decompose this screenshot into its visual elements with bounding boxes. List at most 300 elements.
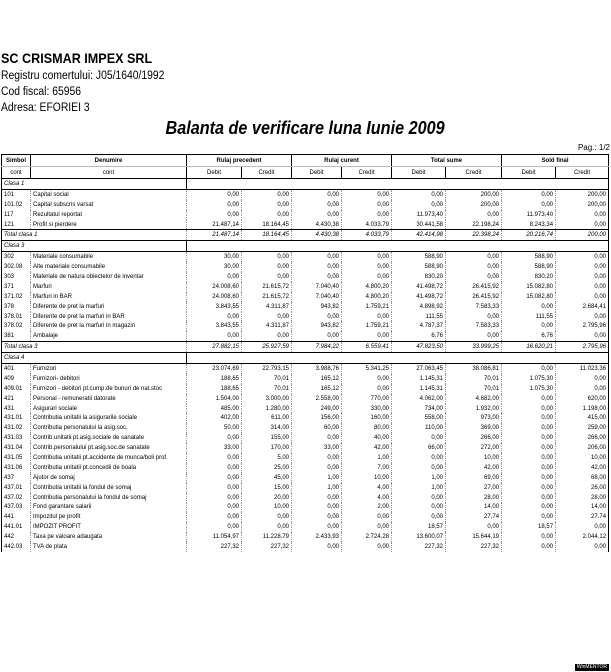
- amount-cell: 272,00: [446, 443, 502, 453]
- amount-cell: 70,01: [446, 384, 502, 394]
- account-symbol: 378.01: [2, 312, 31, 322]
- account-symbol: 121: [2, 220, 31, 230]
- account-symbol: 431.03: [2, 433, 31, 443]
- account-symbol: 421: [2, 394, 31, 404]
- account-symbol: 437.02: [2, 493, 31, 503]
- subheader-cell: Credit: [556, 167, 609, 179]
- table-row: [2, 542, 609, 552]
- amount-cell: 830,20: [392, 272, 446, 282]
- amount-cell: 42,00: [446, 463, 502, 473]
- account-name: Contributia unitatii pt.accidente de munca/boli prof.: [31, 453, 187, 463]
- account-name: Asigurari sociale: [31, 404, 187, 414]
- amount-cell: 60,00: [292, 423, 342, 433]
- amount-cell: 42.414,98: [392, 230, 446, 241]
- subheader-cell: Credit: [342, 167, 392, 179]
- empty-cell: [502, 241, 556, 252]
- amount-cell: 0,00: [446, 262, 502, 272]
- empty-cell: [242, 179, 292, 190]
- amount-cell: 200,00: [556, 189, 609, 199]
- amount-cell: 0,00: [342, 272, 392, 282]
- amount-cell: 0,00: [292, 463, 342, 473]
- amount-cell: 0,00: [292, 210, 342, 220]
- amount-cell: 0,00: [242, 210, 292, 220]
- amount-cell: 4.033,79: [342, 220, 392, 230]
- amount-cell: 4,00: [342, 493, 392, 503]
- amount-cell: 588,90: [392, 262, 446, 272]
- table-body: [2, 179, 609, 552]
- amount-cell: 0,00: [342, 522, 392, 532]
- amount-cell: 0,00: [292, 331, 342, 341]
- table-row: [2, 413, 609, 423]
- amount-cell: 2.795,96: [556, 321, 609, 331]
- empty-cell: [292, 353, 342, 364]
- amount-cell: 266,00: [446, 433, 502, 443]
- amount-cell: 0,00: [556, 312, 609, 322]
- amount-cell: 66,00: [392, 443, 446, 453]
- amount-cell: 5,00: [242, 453, 292, 463]
- amount-cell: 0,00: [187, 473, 242, 483]
- account-symbol: 431.06: [2, 463, 31, 473]
- amount-cell: 200,00: [446, 189, 502, 199]
- amount-cell: 23.074,69: [187, 364, 242, 374]
- account-name: Diferente de pret la marfuri in magazin: [31, 321, 187, 331]
- amount-cell: 11.973,40: [392, 210, 446, 220]
- amount-cell: 0,00: [342, 542, 392, 552]
- table-row: [2, 282, 609, 292]
- amount-cell: 2.044,12: [556, 532, 609, 542]
- amount-cell: 0,00: [187, 493, 242, 503]
- amount-cell: 42,00: [556, 463, 609, 473]
- amount-cell: 206,00: [556, 443, 609, 453]
- header-row-1: [2, 155, 609, 167]
- amount-cell: 0,00: [502, 463, 556, 473]
- amount-cell: 0,00: [502, 404, 556, 414]
- amount-cell: 28,00: [556, 493, 609, 503]
- account-name: Contributia unitatii la asigurarile sociale: [31, 413, 187, 423]
- amount-cell: 0,00: [292, 189, 342, 199]
- amount-cell: 7.040,40: [292, 292, 342, 302]
- account-name: Fond garantare salarii: [31, 503, 187, 513]
- amount-cell: 0,00: [342, 312, 392, 322]
- amount-cell: 41.498,72: [392, 282, 446, 292]
- account-symbol: 101: [2, 189, 31, 199]
- amount-cell: 18.164,45: [242, 220, 292, 230]
- amount-cell: 28,00: [446, 493, 502, 503]
- amount-cell: 0,00: [292, 312, 342, 322]
- table-row: [2, 522, 609, 532]
- account-symbol: 437: [2, 473, 31, 483]
- amount-cell: 0,00: [392, 493, 446, 503]
- amount-cell: 0,00: [187, 331, 242, 341]
- amount-cell: 0,00: [292, 433, 342, 443]
- amount-cell: 588,90: [502, 262, 556, 272]
- amount-cell: 11.054,97: [187, 532, 242, 542]
- amount-cell: 0,00: [502, 394, 556, 404]
- amount-cell: 0,00: [556, 374, 609, 384]
- amount-cell: 5.341,25: [342, 364, 392, 374]
- amount-cell: 0,00: [502, 542, 556, 552]
- amount-cell: 25,00: [242, 463, 292, 473]
- amount-cell: 3.843,55: [187, 321, 242, 331]
- amount-cell: 943,82: [292, 321, 342, 331]
- header-total-sume: Total sume: [392, 155, 502, 167]
- amount-cell: 0,00: [446, 522, 502, 532]
- amount-cell: 0,00: [556, 262, 609, 272]
- account-symbol: 401: [2, 364, 31, 374]
- amount-cell: 1.198,00: [556, 404, 609, 414]
- amount-cell: 4.430,38: [292, 220, 342, 230]
- amount-cell: 0,00: [342, 374, 392, 384]
- amount-cell: 0,00: [292, 453, 342, 463]
- amount-cell: 0,00: [502, 321, 556, 331]
- amount-cell: 4.033,79: [342, 230, 392, 241]
- amount-cell: 21.615,72: [242, 282, 292, 292]
- table-row: [2, 292, 609, 302]
- account-name: Personal - remuneratii datorate: [31, 394, 187, 404]
- amount-cell: 20.216,74: [502, 230, 556, 241]
- amount-cell: 7,00: [342, 463, 392, 473]
- amount-cell: 30,00: [187, 252, 242, 262]
- amount-cell: 21.487,14: [187, 220, 242, 230]
- amount-cell: 0,00: [242, 312, 292, 322]
- account-name: Taxa pe valoare adaugata: [31, 532, 187, 542]
- amount-cell: 611,00: [242, 413, 292, 423]
- amount-cell: 0,00: [242, 512, 292, 522]
- amount-cell: 14,00: [446, 503, 502, 513]
- table-row: [2, 331, 609, 341]
- empty-cell: [502, 179, 556, 190]
- account-symbol: 371: [2, 282, 31, 292]
- amount-cell: 21.615,72: [242, 292, 292, 302]
- amount-cell: 1.075,30: [502, 374, 556, 384]
- account-name: Ajutor de somaj: [31, 473, 187, 483]
- amount-cell: 0,00: [502, 483, 556, 493]
- trial-balance-table: [1, 154, 609, 552]
- account-symbol: 378: [2, 302, 31, 312]
- subheader-cell: Debit: [292, 167, 342, 179]
- amount-cell: 620,00: [556, 394, 609, 404]
- empty-cell: [342, 353, 392, 364]
- amount-cell: 0,00: [342, 331, 392, 341]
- amount-cell: 165,12: [292, 374, 342, 384]
- amount-cell: 0,00: [502, 443, 556, 453]
- amount-cell: 15.082,80: [502, 292, 556, 302]
- amount-cell: 1,00: [342, 453, 392, 463]
- amount-cell: 16.620,21: [502, 342, 556, 353]
- amount-cell: 0,00: [342, 384, 392, 394]
- amount-cell: 188,65: [187, 384, 242, 394]
- amount-cell: 266,00: [556, 433, 609, 443]
- amount-cell: 415,00: [556, 413, 609, 423]
- amount-cell: 330,00: [342, 404, 392, 414]
- amount-cell: 0,00: [292, 200, 342, 210]
- amount-cell: 24.008,60: [187, 292, 242, 302]
- amount-cell: 21.487,14: [187, 230, 242, 241]
- account-name: Capital social: [31, 189, 187, 199]
- amount-cell: 155,00: [242, 433, 292, 443]
- amount-cell: 734,00: [392, 404, 446, 414]
- amount-cell: 11.023,36: [556, 364, 609, 374]
- amount-cell: 0,00: [187, 189, 242, 199]
- amount-cell: 1.759,21: [342, 321, 392, 331]
- amount-cell: 27,74: [446, 512, 502, 522]
- amount-cell: 4.311,87: [242, 302, 292, 312]
- amount-cell: 1,00: [292, 483, 342, 493]
- account-symbol: 302.08: [2, 262, 31, 272]
- table-row: [2, 404, 609, 414]
- account-symbol: 431.02: [2, 423, 31, 433]
- account-name: Contributia personalului la asig.soc.: [31, 423, 187, 433]
- class-row: [2, 241, 609, 252]
- amount-cell: 0,00: [342, 189, 392, 199]
- subheader-cell: Credit: [242, 167, 292, 179]
- amount-cell: 1,00: [392, 483, 446, 493]
- amount-cell: 0,00: [446, 331, 502, 341]
- amount-cell: 3.843,55: [187, 302, 242, 312]
- account-symbol: Total clasa 3: [2, 342, 187, 353]
- header-row-2: [2, 167, 609, 179]
- account-name: Rezultatul reportat: [31, 210, 187, 220]
- empty-cell: [556, 179, 609, 190]
- amount-cell: 0,00: [502, 200, 556, 210]
- table-row: [2, 200, 609, 210]
- amount-cell: 22.398,24: [446, 230, 502, 241]
- amount-cell: 0,00: [292, 262, 342, 272]
- amount-cell: 42,00: [342, 443, 392, 453]
- total-row: [2, 230, 609, 241]
- amount-cell: 10,00: [446, 453, 502, 463]
- class-row: [2, 353, 609, 364]
- amount-cell: 0,00: [556, 292, 609, 302]
- account-symbol: 303: [2, 272, 31, 282]
- table-row: [2, 453, 609, 463]
- amount-cell: 0,00: [446, 312, 502, 322]
- amount-cell: 4.787,37: [392, 321, 446, 331]
- amount-cell: 0,00: [392, 512, 446, 522]
- amount-cell: 0,00: [187, 210, 242, 220]
- empty-cell: [187, 353, 242, 364]
- table-row: [2, 312, 609, 322]
- amount-cell: 18,57: [502, 522, 556, 532]
- amount-cell: 0,00: [502, 503, 556, 513]
- amount-cell: 588,90: [392, 252, 446, 262]
- amount-cell: 1.145,31: [392, 374, 446, 384]
- table-row: [2, 252, 609, 262]
- amount-cell: 0,00: [502, 423, 556, 433]
- amount-cell: 15,00: [242, 483, 292, 493]
- account-name: Diferente de pret la marfuri in BAR: [31, 312, 187, 322]
- account-name: Diferente de pret la marfuri: [31, 302, 187, 312]
- amount-cell: 0,00: [242, 522, 292, 532]
- account-symbol: 431: [2, 404, 31, 414]
- amount-cell: 0,00: [292, 503, 342, 513]
- company-fiscal-code: Cod fiscal: 65956: [1, 86, 81, 98]
- amount-cell: 830,20: [502, 272, 556, 282]
- account-symbol: 101.02: [2, 200, 31, 210]
- amount-cell: 1.280,00: [242, 404, 292, 414]
- empty-cell: [187, 241, 242, 252]
- account-name: Materiale de natura obiectelor de inventar: [31, 272, 187, 282]
- amount-cell: 943,82: [292, 302, 342, 312]
- account-symbol: 442: [2, 532, 31, 542]
- table-row: [2, 189, 609, 199]
- amount-cell: 0,00: [342, 262, 392, 272]
- amount-cell: 0,00: [502, 189, 556, 199]
- header-rulaj-curent: Rulaj curent: [292, 155, 392, 167]
- amount-cell: 38.086,81: [446, 364, 502, 374]
- table-row: [2, 394, 609, 404]
- amount-cell: 0,00: [556, 384, 609, 394]
- amount-cell: 227,32: [242, 542, 292, 552]
- amount-cell: 0,00: [292, 542, 342, 552]
- account-symbol: 117: [2, 210, 31, 220]
- account-name: Furnizori - debitori pt.cump.de bunuri de nat.stoc: [31, 384, 187, 394]
- account-name: Contrib.unitatii pt.asig.sociale de sanatate: [31, 433, 187, 443]
- amount-cell: 18,57: [392, 522, 446, 532]
- amount-cell: 0,00: [556, 282, 609, 292]
- amount-cell: 2.684,41: [556, 302, 609, 312]
- account-symbol: 442.03: [2, 542, 31, 552]
- class-label: Clasa 1: [2, 179, 187, 190]
- amount-cell: 2.795,96: [556, 342, 609, 353]
- amount-cell: 770,00: [342, 394, 392, 404]
- table-row: [2, 463, 609, 473]
- amount-cell: 4.062,00: [392, 394, 446, 404]
- amount-cell: 227,32: [446, 542, 502, 552]
- amount-cell: 4.311,87: [242, 321, 292, 331]
- amount-cell: 33,00: [187, 443, 242, 453]
- amount-cell: 10,00: [556, 453, 609, 463]
- subheader-cell: cont: [31, 167, 187, 179]
- amount-cell: 11.228,79: [242, 532, 292, 542]
- amount-cell: 14,00: [556, 503, 609, 513]
- table-row: [2, 364, 609, 374]
- amount-cell: 11.973,40: [502, 210, 556, 220]
- table-row: [2, 433, 609, 443]
- amount-cell: 200,00: [556, 200, 609, 210]
- empty-cell: [392, 353, 446, 364]
- amount-cell: 69,00: [446, 473, 502, 483]
- amount-cell: 314,00: [242, 423, 292, 433]
- account-symbol: 409.01: [2, 384, 31, 394]
- amount-cell: 22.198,24: [446, 220, 502, 230]
- amount-cell: 1.932,00: [446, 404, 502, 414]
- subheader-cell: Debit: [502, 167, 556, 179]
- amount-cell: 80,00: [342, 423, 392, 433]
- amount-cell: 0,00: [392, 433, 446, 443]
- amount-cell: 0,00: [242, 272, 292, 282]
- account-name: Furnizori: [31, 364, 187, 374]
- amount-cell: 0,00: [502, 413, 556, 423]
- amount-cell: 4.800,20: [342, 292, 392, 302]
- amount-cell: 0,00: [502, 453, 556, 463]
- account-symbol: 371.02: [2, 292, 31, 302]
- table-row: [2, 384, 609, 394]
- table-row: [2, 302, 609, 312]
- amount-cell: 70,01: [242, 374, 292, 384]
- account-name: Ambalaje: [31, 331, 187, 341]
- amount-cell: 1.759,21: [342, 302, 392, 312]
- amount-cell: 402,00: [187, 413, 242, 423]
- account-name: Materiale consumabile: [31, 252, 187, 262]
- amount-cell: 111,55: [502, 312, 556, 322]
- empty-cell: [342, 241, 392, 252]
- subheader-cell: Credit: [446, 167, 502, 179]
- amount-cell: 0,00: [392, 503, 446, 513]
- account-symbol: 381: [2, 331, 31, 341]
- account-name: IMPOZIT PROFIT: [31, 522, 187, 532]
- company-name: SC CRISMAR IMPEX SRL: [1, 50, 153, 66]
- amount-cell: 0,00: [392, 463, 446, 473]
- amount-cell: 1.075,30: [502, 384, 556, 394]
- amount-cell: 249,00: [292, 404, 342, 414]
- header-rulaj-precedent: Rulaj precedent: [187, 155, 292, 167]
- account-symbol: 437.01: [2, 483, 31, 493]
- amount-cell: 4.898,92: [392, 302, 446, 312]
- account-name: TVA de plata: [31, 542, 187, 552]
- amount-cell: 0,00: [556, 331, 609, 341]
- report-title: Balanta de verificare luna Iunie 2009: [165, 118, 446, 138]
- amount-cell: 4,00: [342, 483, 392, 493]
- amount-cell: 0,00: [392, 189, 446, 199]
- table-row: [2, 272, 609, 282]
- amount-cell: 25.927,59: [242, 342, 292, 353]
- amount-cell: 188,65: [187, 374, 242, 384]
- amount-cell: 18.164,45: [242, 230, 292, 241]
- amount-cell: 0,00: [556, 522, 609, 532]
- empty-cell: [292, 241, 342, 252]
- account-symbol: 437.03: [2, 503, 31, 513]
- amount-cell: 7.583,33: [446, 321, 502, 331]
- account-symbol: 378.02: [2, 321, 31, 331]
- subheader-cell: Debit: [187, 167, 242, 179]
- amount-cell: 0,00: [187, 272, 242, 282]
- amount-cell: 2,00: [342, 503, 392, 513]
- account-name: Marfuri: [31, 282, 187, 292]
- amount-cell: 0,00: [242, 331, 292, 341]
- account-name: Alte materiale consumabile: [31, 262, 187, 272]
- amount-cell: 27,74: [556, 512, 609, 522]
- amount-cell: 20,00: [242, 493, 292, 503]
- subheader-cell: cont: [2, 167, 31, 179]
- amount-cell: 0,00: [187, 312, 242, 322]
- amount-cell: 10,00: [342, 473, 392, 483]
- amount-cell: 1.145,31: [392, 384, 446, 394]
- amount-cell: 200,00: [446, 200, 502, 210]
- amount-cell: 111,55: [392, 312, 446, 322]
- table-row: [2, 423, 609, 433]
- amount-cell: 0,00: [502, 302, 556, 312]
- amount-cell: 26.415,92: [446, 282, 502, 292]
- empty-cell: [292, 179, 342, 190]
- amount-cell: 2.724,28: [342, 532, 392, 542]
- header-simbol: Simbol: [2, 155, 31, 167]
- amount-cell: 156,00: [292, 413, 342, 423]
- account-symbol: Total clasa 1: [2, 230, 187, 241]
- amount-cell: 4.682,00: [446, 394, 502, 404]
- amount-cell: 0,00: [292, 522, 342, 532]
- amount-cell: 10,00: [242, 503, 292, 513]
- amount-cell: 0,00: [342, 512, 392, 522]
- amount-cell: 0,00: [187, 200, 242, 210]
- amount-cell: 6,76: [392, 331, 446, 341]
- amount-cell: 26,00: [556, 483, 609, 493]
- amount-cell: 7.040,40: [292, 282, 342, 292]
- empty-cell: [556, 241, 609, 252]
- amount-cell: 0,00: [556, 220, 609, 230]
- amount-cell: 15.644,19: [446, 532, 502, 542]
- table-row: [2, 443, 609, 453]
